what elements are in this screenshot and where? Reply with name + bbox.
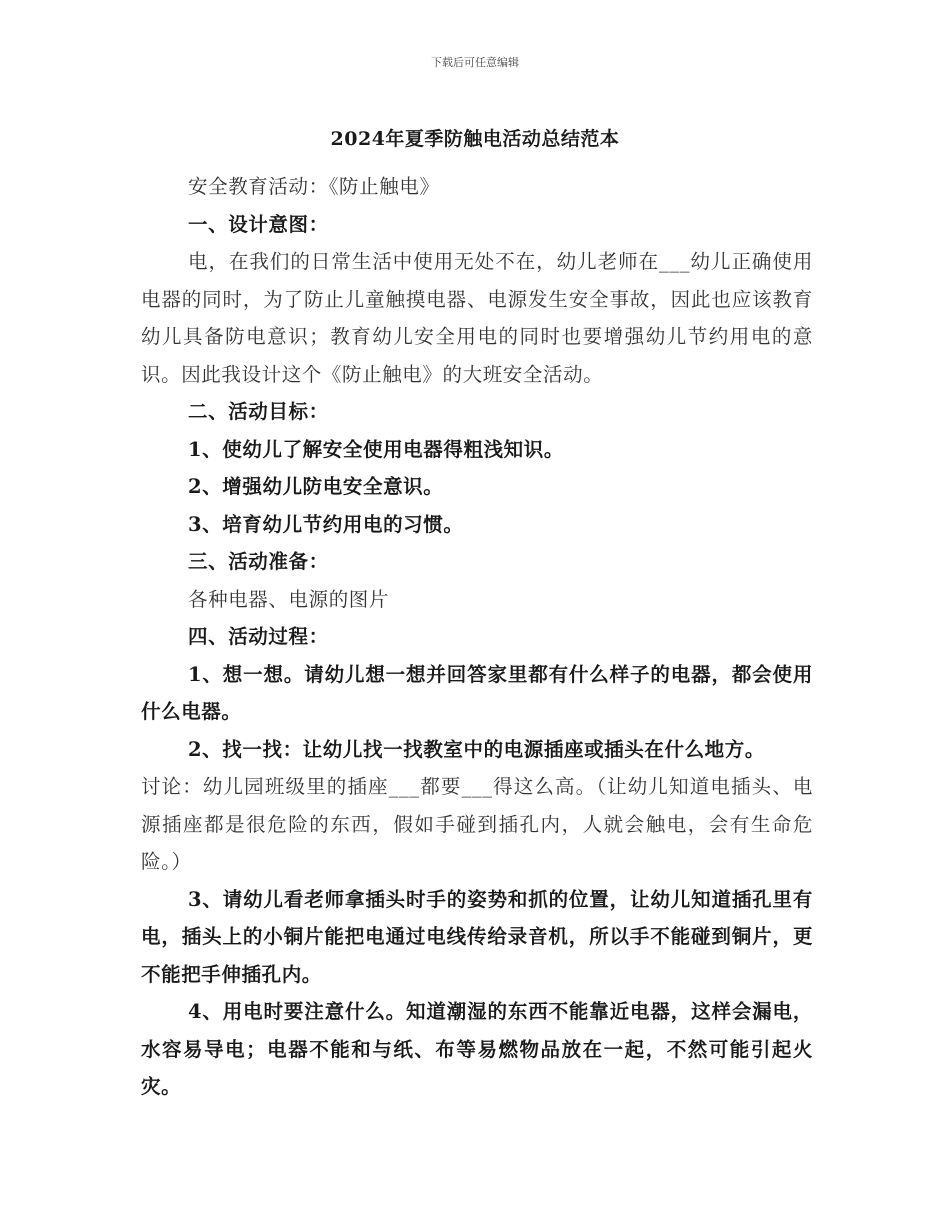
section-3-heading: 三、活动准备： xyxy=(188,550,329,573)
document-body xyxy=(141,168,813,1106)
discussion-paragraph: 讨论：幼儿园班级里的插座___都要___得这么高。（让幼儿知道电插头、电源插座都是很危险的东西，假如手碰到插孔内，人就会触电，会有生命危险。） xyxy=(141,775,813,873)
step-4: 4、用电时要注意什么。知道潮湿的东西不能靠近电器，这样会漏电，水容易导电；电器不能和与纸、布等易燃物品放在一起，不然可能引起火灾。 xyxy=(141,1000,813,1098)
step-3: 3、请幼儿看老师拿插头时手的姿势和抓的位置，让幼儿知道插孔里有电，插头上的小铜片能把电通过电线传给录音机，所以手不能碰到铜片，更不能把手伸插孔内。 xyxy=(141,887,813,986)
section-1-heading: 一、设计意图： xyxy=(188,212,329,236)
section-2-heading: 二、活动目标： xyxy=(188,400,329,423)
goal-3: 3、培育幼儿节约用电的习惯。 xyxy=(188,512,464,536)
goal-1: 1、使幼儿了解安全使用电器得粗浅知识。 xyxy=(188,437,564,461)
activity-name: 安全教育活动：《防止触电》 xyxy=(188,175,440,198)
section-4-heading: 四、活动过程： xyxy=(188,625,329,648)
step-2: 2、找一找：让幼儿找一找教室中的电源插座或插头在什么地方。 xyxy=(188,737,765,761)
document-title: 2024年夏季防触电活动总结范本 xyxy=(330,128,620,150)
page-header: 下载后可任意编辑 xyxy=(431,56,519,69)
preparation-text: 各种电器、电源的图片 xyxy=(188,587,390,611)
goal-2: 2、增强幼儿防电安全意识。 xyxy=(188,475,444,498)
step-1: 1、想一想。请幼儿想一想并回答家里都有什么样子的电器，都会使用什么电器。 xyxy=(141,662,813,723)
design-intent-paragraph: 电，在我们的日常生活中使用无处不在，幼儿老师在___幼儿正确使用电器的同时，为了防止儿童触摸电器、电源发生安全事故，因此也应该教育幼儿具备防电意识；教育幼儿安全用电的同时也要增强幼儿节约用电的意识。因此我设计这个《防止触电》的大班安全活动。 xyxy=(141,250,813,386)
